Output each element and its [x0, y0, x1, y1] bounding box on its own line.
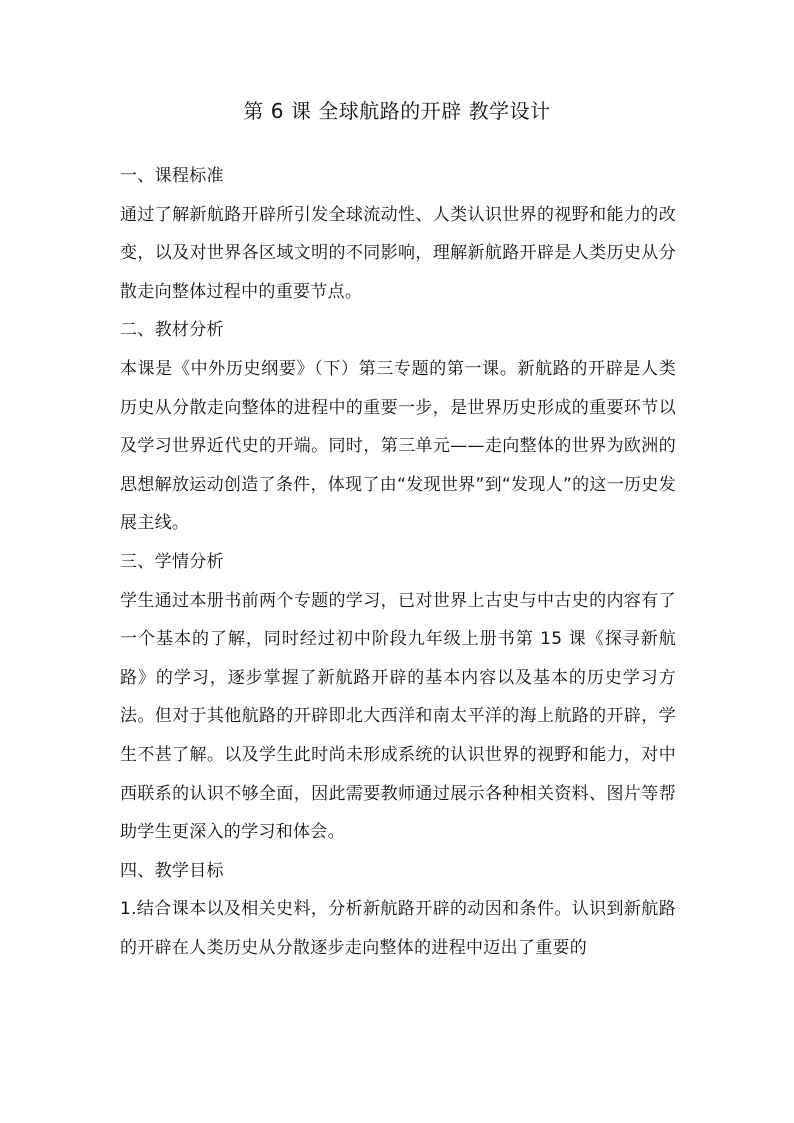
paragraph-learner-analysis: 学生通过本册书前两个专题的学习，已对世界上古史与中古史的内容有了一个基本的了解，同时经过初中阶段九年级上册书第 15 课《探寻新航路》的学习，逐步掌握了新航路开辟的基本内容以及基本的历史学习方法。但对于其他航路的开辟即北大西洋和南太平洋的海上航路的开辟，学生不甚了解。以及学生此时尚未形成系统的认识世界的视野和能力，对中西联系的认识不够全面，因此需要教师通过展示各种相关资料、图片等帮助学生更深入的学习和体会。	[120, 590, 676, 843]
section-heading-teaching-goals: 四、教学目标	[120, 860, 224, 881]
document-title: 第 6 课 全球航路的开辟 教学设计	[243, 99, 551, 123]
document-body	[120, 157, 676, 967]
section-heading-learner-analysis: 三、学情分析	[120, 551, 224, 572]
section-heading-standards: 一、课程标准	[120, 166, 224, 186]
paragraph-teaching-goals: 1.结合课本以及相关史料，分析新航路开辟的动因和条件。认识到新航路的开辟在人类历史从分散逐步走向整体的进程中迈出了重要的	[120, 899, 676, 958]
paragraph-textbook-analysis: 本课是《中外历史纲要》（下）第三专题的第一课。新航路的开辟是人类历史从分散走向整体的进程中的重要一步，是世界历史形成的重要环节以及学习世界近代史的开端。同时，第三单元——走向整体的世界为欧洲的思想解放运动创造了条件，体现了由“发现世界”到“发现人”的这一历史发展主线。	[120, 358, 676, 534]
section-heading-textbook-analysis: 二、教材分析	[120, 320, 224, 341]
paragraph-standards: 通过了解新航路开辟所引发全球流动性、人类认识世界的视野和能力的改变，以及对世界各区域文明的不同影响，理解新航路开辟是人类历史从分散走向整体过程中的重要节点。	[120, 204, 676, 302]
